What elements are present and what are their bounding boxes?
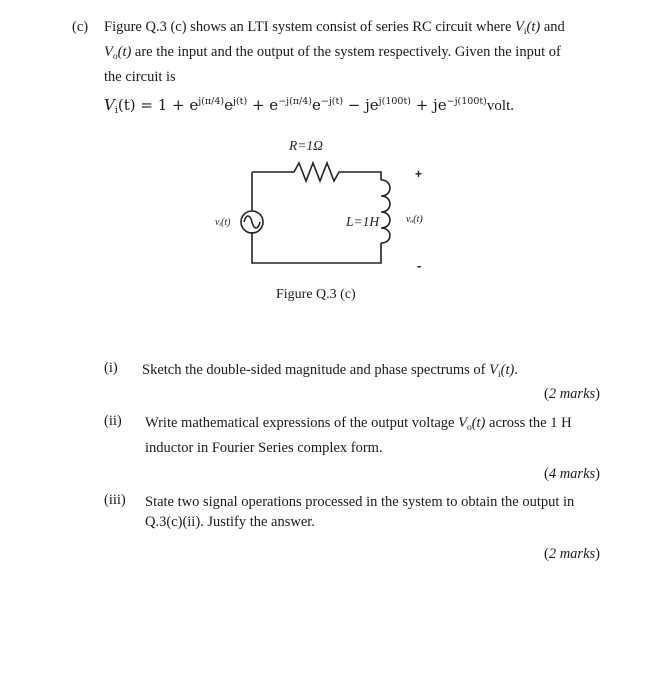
resistor-label: R=1Ω [289, 138, 323, 153]
intro-line-2: $V_o(t)$ are the input and the output of the system respectively. Given the input of [104, 44, 561, 62]
question-i-text: Sketch the double-sided magnitude and phase spectrums of $V_i(t)$. [142, 362, 518, 380]
question-iii-label: (iii) [104, 492, 126, 508]
question-iii-text: State two signal operations processed in the system to obtain the output in Q.3(c)(ii). Justify the answer. [145, 494, 575, 530]
output-minus-sign: - [417, 258, 422, 273]
intro-paragraph [104, 17, 614, 87]
source-sine [244, 216, 260, 228]
question-ii-marks: (4 marks) [543, 466, 600, 482]
question-i-label: (i) [104, 360, 118, 376]
intro-line-1: Figure Q.3 (c) shows an LTI system consist of series RC circuit where $V_i(t)$ and [104, 19, 565, 37]
input-equation: $V_i(t) = 1 + e^{j(\pi/4)}e^{j(t)} + e^{-j(\pi/4)}e^{-j(t)} - je^{j(100t)}$ + $je^{-j(100t)}volt$. [104, 96, 514, 116]
output-label: vₒ(t) [406, 214, 423, 225]
wire-top [252, 163, 381, 181]
part-label: (c) [72, 19, 89, 35]
question-ii-text: Write mathematical expressions of the output voltage $V_o(t)$ across the 1 H inductor in Fourier Series complex form. [145, 415, 572, 456]
inductor-coil [381, 180, 390, 243]
question-iii-marks: (2 marks) [543, 546, 600, 562]
circuit-diagram [196, 132, 456, 282]
question-ii-label: (ii) [104, 413, 122, 429]
output-plus-sign: + [415, 167, 423, 181]
intro-line-3: the circuit is [104, 69, 176, 85]
source-label: vᵢ(t) [215, 217, 231, 228]
figure-caption: Figure Q.3 (c) [276, 287, 356, 302]
question-i-marks: (2 marks) [543, 386, 600, 402]
inductor-label: L=1H [346, 214, 380, 229]
